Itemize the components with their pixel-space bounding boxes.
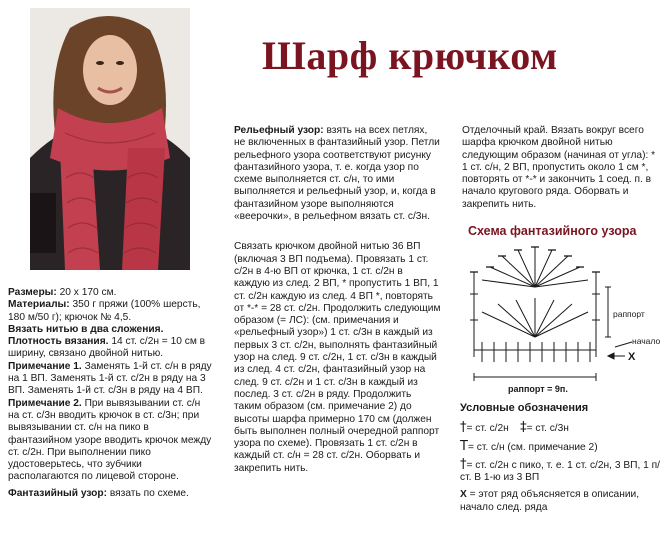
schema-title: Схема фантазийного узора <box>468 224 637 238</box>
start-label: начало <box>632 336 661 346</box>
edge-text: Отделочный край. Вязать вокруг всего шарфа крючком двойной нитью следующим образом (начиная от угла): * 1 ст. с/н, 2 ВП, пропустить около 1 см *, повторять от *-* и закончить 1 соед. п. в начало кругового ряда. Оборвать и закрепить нить. <box>462 125 656 210</box>
density-value: 14 ст. с/2н = 10 см в ширину, связано двойной нитью. <box>8 336 206 360</box>
legend-row-4 <box>460 456 665 485</box>
legend-x-symbol: X <box>460 489 467 501</box>
size-label: Размеры: <box>8 287 57 298</box>
rapport-side-label: раппорт <box>613 309 645 319</box>
legend-item-2: = ст. с/3н <box>526 423 569 435</box>
legend-item-1: = ст. с/2н <box>466 423 509 435</box>
fancy-label: Фантазийный узор: <box>8 487 108 499</box>
page-title: Шарф крючком <box>262 33 558 78</box>
legend-heading: Условные обозначения <box>460 402 589 414</box>
note1-label: Примечание 1. <box>8 360 82 372</box>
row-bottom <box>474 342 596 362</box>
relief-label: Рельефный узор: <box>234 125 324 136</box>
main-instructions: Связать крючком двойной нитью 36 ВП (включая 3 ВП подъема). Провязать 1 ст. с/2н в 4-ю ВП от крючка, 1 ст. с/2н в каждую из след. 2 ВП, * пропустить 1 ВП, 1 ст. с/2н каждую из след. 4 ВП *, повторять от *-* = 28 ст. с/2н. Продолжить следующим образом (= ЛС): (см. примечания и «рельефный узор») 1 ст. с/3н в каждый из первых 3 ст. с/2н, выполнять фантазийный узор на след. 9 ст. с/2н, 1 ст. с/3н в каждый из след. 4 ст. с/2н, фантазийный узор на след. 9 ст. с/2н и 1 ст. с/3н в каждый из послед. 3 ст. с/2н в ряду. Продолжить таким образом (см. примечание 2) до высоты шарфа примерно 170 см (должен быть выполнен полный очередной раппорт узора по схеме). Провязать 1 ст. с/2н в каждый ст. с/н = 28 ст. с/2н. Оборвать и закрепить нить. <box>234 241 441 474</box>
fancy-value: вязать по схеме. <box>109 487 189 499</box>
density-label: Плотность вязания. <box>8 336 109 348</box>
picot-symbol-icon: † <box>460 456 467 472</box>
note1-value: Заменять 1-й ст. с/н в ряду на 1 ВП. Заменять 1-й ст. с/2н в ряду на 3 ВП. Заменять 1-й ст. с/3н в ряду на 4 ВП. <box>8 360 212 397</box>
tr-symbol-icon: ‡ <box>520 420 527 436</box>
left-column <box>8 287 214 500</box>
note2-label: Примечание 2. <box>8 397 82 409</box>
legend-row-1-2 <box>460 422 665 435</box>
legend-item-3: = ст. с/н (см. примечание 2) <box>467 441 598 453</box>
legend <box>460 402 665 519</box>
rapport-bottom-label: раппорт = 9п. <box>508 384 568 394</box>
materials-label: Материалы: <box>8 299 70 311</box>
thread-note: Вязать нитью в два сложения. <box>8 323 164 335</box>
right-column <box>462 125 662 211</box>
legend-row-5 <box>460 489 665 514</box>
fan-top <box>482 247 588 287</box>
crochet-chart <box>460 242 665 397</box>
scarf-photo <box>30 8 190 270</box>
note2-value: При вывязывании ст. с/н на ст. с/3н вводить крючок в ст. с/3н; при вывязывании ст. с/н на пико в фантазийном узоре вводить крючок между ст. с/2н. При выполнении пико удостоверьтесь, что зубчики располагаются по лицевой стороне. <box>8 397 212 483</box>
materials-value: 350 г пряжи (100% шерсть, 180 м/50 г); крючок № 4,5. <box>8 299 201 323</box>
size-value: 20 х 170 см. <box>59 287 117 298</box>
legend-item-4: = ст. с/2н с пико, т. е. 1 ст. с/2н, 3 ВП, 1 п/ст. В 1-ю из 3 ВП <box>460 459 660 484</box>
relief-value: взять на всех петлях, не включенных в фантазийный узор. Петли рельефного узора соответствуют рисунку фантазийного узора, т. е. когда узор по схеме выполняется ст. с/н, то ими выполняется и рельефный узор, и, когда в фантазийном узоре выполняются «веерочки», в рельефном вязать ст. с/3н. <box>234 125 440 223</box>
sc-symbol-icon: T <box>460 438 468 454</box>
dc-symbol-icon: † <box>460 420 467 436</box>
legend-row-3 <box>460 438 665 454</box>
x-marker: X <box>628 351 636 363</box>
legend-item-5: = этот ряд объясняется в описании, начало след. ряда <box>460 489 640 513</box>
model-wearing-scarf-image <box>30 8 190 270</box>
middle-column <box>234 125 441 475</box>
